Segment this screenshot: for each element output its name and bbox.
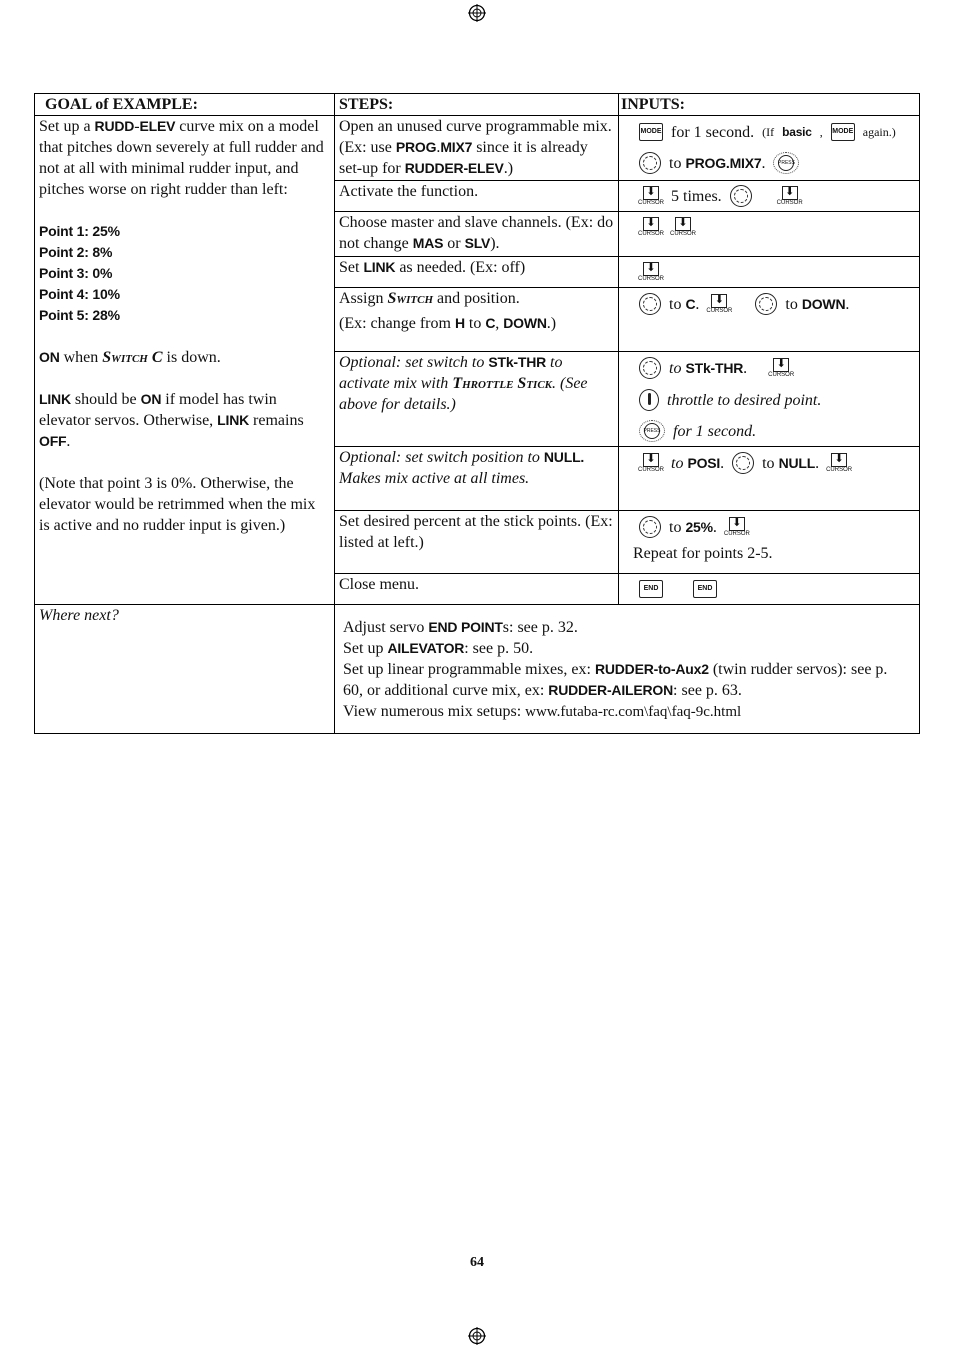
step-9: Close menu. <box>335 574 619 605</box>
throttle-stick-icon[interactable] <box>639 389 659 411</box>
goal-header: GOAL of EXAMPLE: <box>35 94 335 116</box>
press-dial-icon[interactable]: PRESS <box>639 420 665 442</box>
input-5: to C. ⬇ CURSOR to DOWN. <box>619 288 920 352</box>
dial-icon[interactable] <box>755 293 777 315</box>
point-2: Point 2: 8% <box>39 244 113 260</box>
where-line-1: Adjust servo END POINTs: see p. 32. <box>343 619 578 636</box>
step-1: Open an unused curve programmable mix. (Ex: use PROG.MIX7 since it is already set-up for RUDDER-ELEV.) <box>335 116 619 181</box>
repeat-note: Repeat for points 2-5. <box>633 545 773 562</box>
instruction-table <box>34 93 920 734</box>
inputs-header: INPUTS: <box>619 94 920 116</box>
faq-link[interactable]: www.futaba-rc.com\faq\faq-9c.html <box>525 704 742 720</box>
where-line-4: View numerous mix setups: www.futaba-rc.com\faq\faq-9c.html <box>343 703 742 720</box>
dial-icon[interactable] <box>639 293 661 315</box>
step-6: Optional: set switch to STk-THR to activate mix with Throttle Stick. (See above for details.) <box>335 352 619 447</box>
step-8: Set desired percent at the stick points. (Ex: listed at left.) <box>335 511 619 574</box>
registration-mark-icon <box>468 4 486 22</box>
press-dial-icon[interactable]: PRESS <box>773 152 799 174</box>
dial-icon[interactable] <box>639 516 661 538</box>
input-7: ⬇ CURSOR to POSI. to NULL. ⬇ CURSOR <box>619 447 920 511</box>
steps-header: STEPS: <box>335 94 619 116</box>
point-4: Point 4: 10% <box>39 286 120 302</box>
cursor-key-icon[interactable]: ⬇ CURSOR <box>723 517 750 537</box>
input-1: MODE for 1 second. (If basic , MODE again.) to PROG.MIX7. PRESS <box>619 116 920 181</box>
goal-intro: Set up a RUDD-ELEV curve mix on a model that pitches down severely at full rudder and not at all with minimal rudder input, and pitches worse on right rudder than left: <box>39 118 324 198</box>
step-7: Optional: set switch position to NULL. Makes mix active at all times. <box>335 447 619 511</box>
input-8: to 25%. ⬇ CURSOR Repeat for points 2-5. <box>619 511 920 574</box>
dial-icon[interactable] <box>639 152 661 174</box>
input-6: to STk-THR. ⬇ CURSOR throttle to desired point. PRESS for 1 second. <box>619 352 920 447</box>
point-note: (Note that point 3 is 0%. Otherwise, the elevator would be retrimmed when the mix is active and no rudder input is given.) <box>39 475 316 534</box>
point-3: Point 3: 0% <box>39 265 113 281</box>
step-5: Assign Switch and position. (Ex: change from H to C, DOWN.) <box>335 288 619 352</box>
goal-cell <box>35 116 335 605</box>
cursor-key-icon[interactable]: ⬇ CURSOR <box>638 186 665 206</box>
header-row <box>35 94 920 116</box>
end-key-icon[interactable]: END <box>693 580 717 598</box>
on-condition: ON when Switch C is down. <box>39 349 221 366</box>
cursor-key-icon[interactable]: ⬇ CURSOR <box>670 217 697 237</box>
input-4 <box>619 257 920 288</box>
end-key-icon[interactable]: END <box>639 580 663 598</box>
mode-key-icon[interactable]: MODE <box>831 123 855 141</box>
input-9 <box>619 574 920 605</box>
cursor-key-icon[interactable]: ⬇ CURSOR <box>638 453 665 473</box>
where-line-3: Set up linear programmable mixes, ex: RUDDER-to-Aux2 (twin rudder servos): see p. 60, or additional curve mix, ex: RUDDER-AILERON: see p. 63. <box>343 661 888 699</box>
dial-icon[interactable] <box>730 185 752 207</box>
where-next-cell <box>335 605 920 734</box>
cursor-key-icon[interactable]: ⬇ CURSOR <box>706 294 733 314</box>
dial-icon[interactable] <box>639 357 661 379</box>
cursor-key-icon[interactable]: ⬇ CURSOR <box>826 453 853 473</box>
link-note: LINK should be ON if model has twin elevator servos. Otherwise, LINK remains OFF. <box>39 391 304 450</box>
page-number: 64 <box>470 1255 484 1270</box>
cursor-key-icon[interactable]: ⬇ CURSOR <box>768 358 795 378</box>
where-next-label: Where next? <box>35 605 335 734</box>
cursor-key-icon[interactable]: ⬇ CURSOR <box>776 186 803 206</box>
input-3 <box>619 212 920 257</box>
mode-key-icon[interactable]: MODE <box>639 123 663 141</box>
input-2: ⬇ CURSOR 5 times. ⬇ CURSOR <box>619 181 920 212</box>
cursor-key-icon[interactable]: ⬇ CURSOR <box>638 262 665 282</box>
cursor-key-icon[interactable]: ⬇ CURSOR <box>638 217 665 237</box>
dial-icon[interactable] <box>732 452 754 474</box>
step-2: Activate the function. <box>335 181 619 212</box>
point-1: Point 1: 25% <box>39 223 120 239</box>
point-5: Point 5: 28% <box>39 307 120 323</box>
where-line-2: Set up AILEVATOR: see p. 50. <box>343 640 534 657</box>
registration-mark-icon <box>468 1327 486 1345</box>
step-3: Choose master and slave channels. (Ex: do not change MAS or SLV). <box>335 212 619 257</box>
step-4: Set LINK as needed. (Ex: off) <box>335 257 619 288</box>
